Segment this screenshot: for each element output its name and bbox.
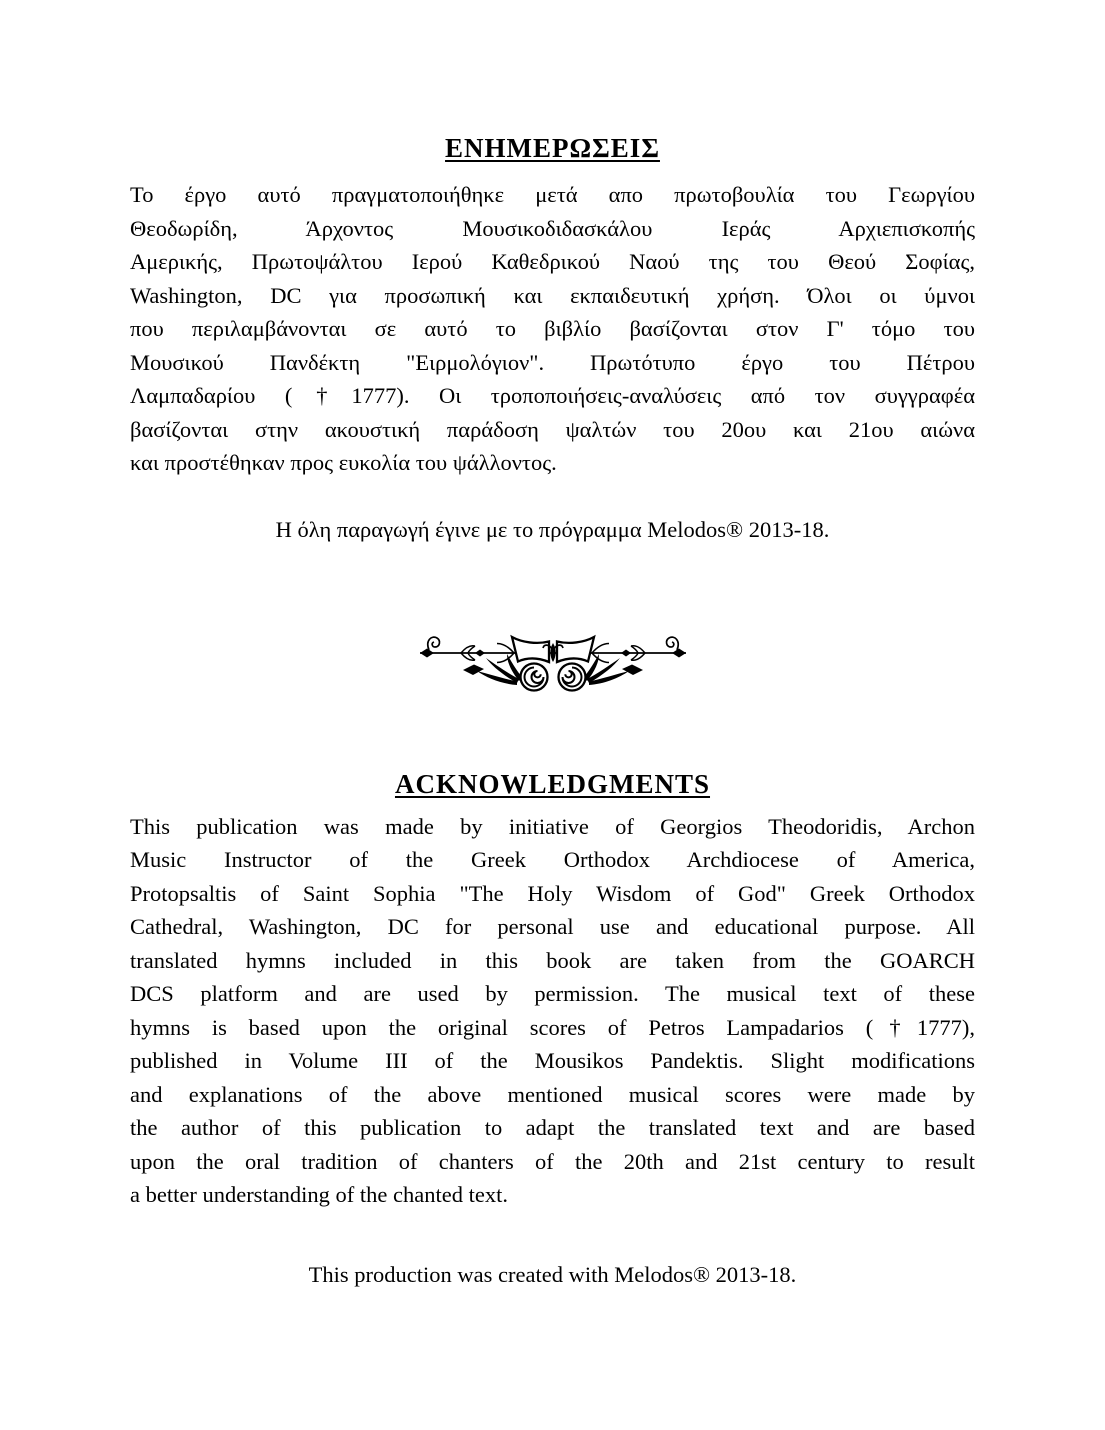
text-line: Washington, DC για προσωπική και εκπαιδευτική χρήση. Όλοι οι ύμνοι bbox=[130, 282, 975, 308]
text-line: translated hymns included in this book are taken from the GOARCH bbox=[130, 947, 975, 973]
text-line: Λαμπαδαρίου (†1777). Οι τροποποιήσεις-αναλύσεις από τον συγγραφέα bbox=[130, 383, 975, 408]
acknowledgments-heading: ACKNOWLEDGMENTS bbox=[394, 768, 711, 799]
text-line: Μουσικού Πανδέκτη "Ειρμολόγιον". Πρωτότυπο έργο του Πέτρου bbox=[130, 349, 975, 375]
text-line: Cathedral, Washington, DC for personal use and educational purpose. All bbox=[130, 914, 975, 939]
text-line: hymns is based upon the original scores of Petros Lampadarios (†1777), bbox=[130, 1014, 975, 1040]
text-line: This publication was made by initiative of Georgios Theodoridis, Archon bbox=[130, 813, 975, 839]
text-line: DCS platform and are used by permission. The musical text of these bbox=[130, 981, 975, 1006]
divider-section bbox=[130, 633, 975, 695]
acknowledgments-paragraph bbox=[130, 810, 975, 1212]
text-line: Θεοδωρίδη, Άρχοντος Μουσικοδιδασκάλου Ιεράς Αρχιεπισκοπής bbox=[130, 215, 975, 241]
text-line: που περιλαμβάνονται σε αυτό το βιβλίο βασίζονται στον Γ' τόμο του bbox=[130, 316, 975, 341]
text-line: upon the oral tradition of chanters of the 20th and 21st century to result bbox=[130, 1148, 975, 1174]
text-line: and explanations of the above mentioned musical scores were made by bbox=[130, 1081, 975, 1107]
text-line: published in Volume III of the Mousikos Pandektis. Slight modifications bbox=[130, 1048, 975, 1073]
text-line: βασίζονται στην ακουστική παράδοση ψαλτών του 20ου και 21ου αιώνα bbox=[130, 416, 975, 442]
text-line: the author of this publication to adapt the translated text and are based bbox=[130, 1115, 975, 1140]
greek-section-heading: ΕΝΗΜΕΡΩΣΕΙΣ bbox=[445, 133, 660, 163]
text-line: a better understanding of the chanted text. bbox=[130, 1182, 508, 1207]
text-line: Protopsaltis of Saint Sophia "The Holy Wisdom of God" Greek Orthodox bbox=[130, 880, 975, 906]
greek-production-note: Η όλη παραγωγή έγινε με το πρόγραμμα Melodos® 2013-18. bbox=[275, 516, 830, 542]
text-line: Αμερικής, Πρωτοψάλτου Ιερού Καθεδρικού Ναού της του Θεού Σοφίας, bbox=[130, 249, 975, 274]
greek-paragraph bbox=[130, 178, 975, 480]
english-production-note: This production was created with Melodos® 2013-18. bbox=[308, 1261, 797, 1287]
text-line: και προστέθηκαν προς ευκολία του ψάλλοντος. bbox=[130, 450, 557, 475]
text-line: Το έργο αυτό πραγματοποιήθηκε μετά απο πρωτοβουλία του Γεωργίου bbox=[130, 182, 975, 207]
floral-divider-ornament bbox=[417, 633, 689, 695]
text-line: Music Instructor of the Greek Orthodox Archdiocese of America, bbox=[130, 847, 975, 872]
